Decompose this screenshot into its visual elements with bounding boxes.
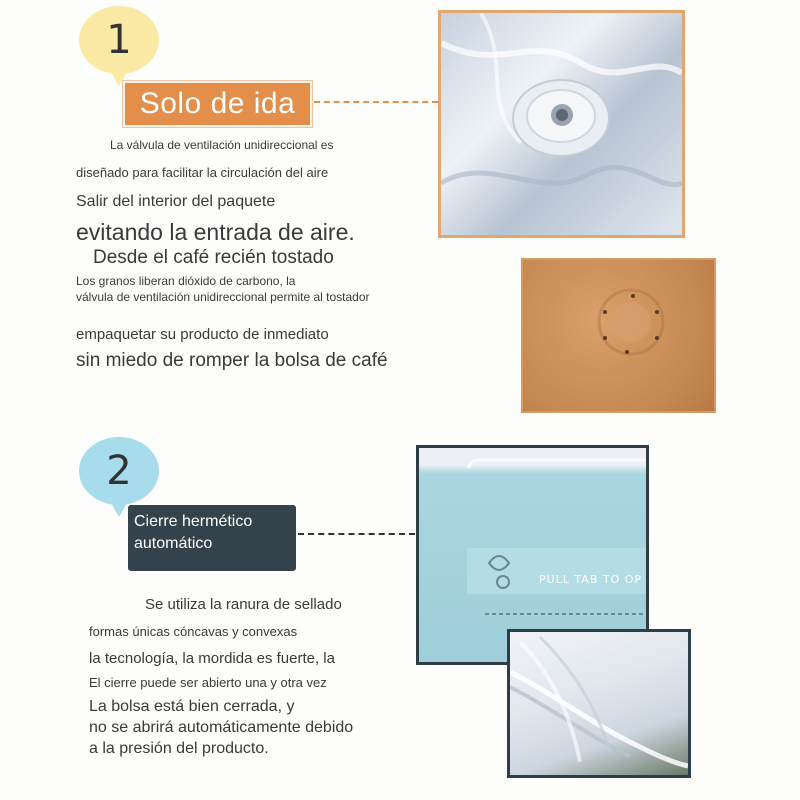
number-badge-1: 1 (79, 6, 159, 74)
connector-line-1 (314, 101, 438, 103)
section-2-title-line-1: Cierre hermético (134, 513, 253, 530)
body-text-1-line-9: sin miedo de romper la bolsa de café (76, 350, 388, 371)
body-text-2-line-6: no se abrirá automáticamente debido (89, 719, 354, 736)
body-text-1-line-3: Salir del interior del paquete (76, 193, 276, 210)
body-text-2-line-4: El cierre puede ser abierto una y otra vez (89, 675, 327, 690)
body-text-1-line-4: evitando la entrada de aire. (76, 219, 355, 245)
body-text-1-line-8: empaquetar su producto de inmediato (76, 326, 329, 343)
body-text-2-line-7: a la presión del producto. (89, 740, 269, 757)
valve-photo (438, 10, 685, 238)
number-badge-2: 2 (79, 437, 159, 505)
valve-illustration (441, 13, 682, 235)
body-text-1-line-7: válvula de ventilación unidireccional permite al tostador (76, 290, 370, 304)
body-text-1-line-1: La válvula de ventilación unidireccional es (110, 138, 334, 152)
body-text-1-line-6: Los granos liberan dióxido de carbono, la (76, 274, 296, 288)
body-text-1-line-2: diseñado para facilitar la circulación del aire (76, 165, 329, 180)
body-text-2-line-3: la tecnología, la mordida es fuerte, la (89, 650, 335, 667)
body-text-2-line-1: Se utiliza la ranura de sellado (145, 596, 342, 613)
kraft-valve-illustration (523, 260, 714, 411)
section-2-title-line-2: automático (134, 535, 213, 552)
zipper-detail-illustration (510, 632, 688, 775)
pull-tab-label: PULL TAB TO OP (539, 573, 643, 586)
body-text-2-line-2: formas únicas cóncavas y convexas (89, 624, 298, 639)
body-text-2-line-5: La bolsa está bien cerrada, y (89, 698, 295, 715)
section-1-title: Solo de ida (123, 81, 312, 127)
zipper-detail-photo (507, 629, 691, 778)
connector-line-2 (298, 533, 415, 535)
body-text-1-line-5: Desde el café recién tostado (93, 247, 334, 268)
section-2-title (128, 505, 296, 571)
kraft-valve-photo (521, 258, 716, 413)
